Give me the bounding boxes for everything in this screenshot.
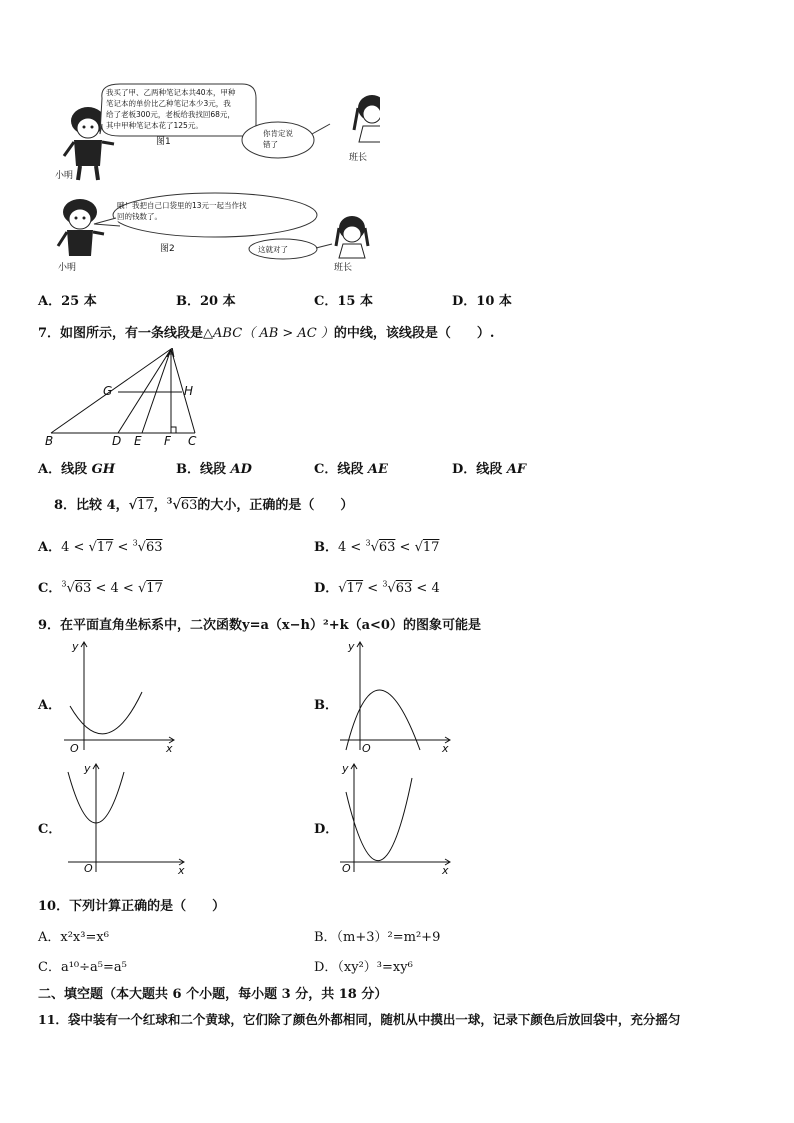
banzhang-label-1: 班长 xyxy=(349,153,368,163)
label-d: D xyxy=(112,434,122,448)
q7-option-c: C．线段 AE xyxy=(314,462,388,477)
q9-option-a-letter: A． xyxy=(38,698,62,713)
q6-option-d: D．10 本 xyxy=(452,294,512,309)
banzhang-figure-1 xyxy=(354,95,380,142)
svg-text:y: y xyxy=(84,762,91,775)
svg-text:x: x xyxy=(166,742,173,754)
label-g: G xyxy=(103,384,113,398)
svg-text:O: O xyxy=(342,862,351,875)
q9-graph-c xyxy=(62,758,186,878)
q10-stem: 10．下列计算正确的是（ ） xyxy=(38,899,226,914)
svg-text:y: y xyxy=(348,640,355,653)
q7-option-b: B．线段 AD xyxy=(176,462,252,477)
banzhang-figure-2 xyxy=(336,216,368,258)
label-h: H xyxy=(184,384,194,398)
speech-bubble-1: 我买了甲、乙两种笔记本共40本，甲种 笔记本的单价比乙种笔记本少3元，我 给了老板300元，老板给我找回68元， 其中甲种笔记本花了125元。 xyxy=(106,88,236,130)
q10-option-d: D．（xy²）³=xy⁶ xyxy=(314,960,413,975)
q10-option-c: C．a¹⁰÷a⁵=a⁵ xyxy=(38,960,127,975)
q9-option-d-letter: D． xyxy=(314,822,339,837)
q11-stem: 11．袋中装有一个红球和二个黄球，它们除了颜色外都相同，随机从中摸出一球，记录下颜色后放回袋中，充分摇匀 xyxy=(38,1012,681,1027)
svg-text:O: O xyxy=(84,862,93,875)
section-2-heading: 二、填空题（本大题共 6 个小题，每小题 3 分，共 18 分） xyxy=(38,987,388,1002)
q9-graph-b xyxy=(338,636,462,754)
q6-option-a: A．25 本 xyxy=(38,294,97,309)
q7-option-a: A．线段 GH xyxy=(38,462,116,477)
label-f: F xyxy=(164,434,171,448)
banzhang-label-2: 班长 xyxy=(334,263,353,273)
q7-option-d: D．线段 AF xyxy=(452,462,527,477)
svg-text:y: y xyxy=(342,762,349,775)
q10-option-b: B．（m+3）²=m²+9 xyxy=(314,930,441,945)
svg-text:O: O xyxy=(70,742,79,754)
q7-triangle-figure xyxy=(38,345,218,451)
q8-stem: 8．比较 4，√17，$^3$√63的大小，正确的是（ ） xyxy=(54,495,354,513)
reply-bubble-2: 这就对了 xyxy=(258,245,288,254)
label-a: A xyxy=(167,346,176,360)
svg-text:O: O xyxy=(362,742,371,754)
svg-text:x: x xyxy=(178,864,185,877)
q9-stem: 9．在平面直角坐标系中，二次函数y=a（x−h）²+k（a<0）的图象可能是 xyxy=(38,618,481,633)
q8-option-b: B．4 < $^3$√63 < √17 xyxy=(314,538,440,555)
svg-text:x: x xyxy=(442,864,449,877)
q7-stem: 7．如图所示，有一条线段是△ABC（ AB > AC ）的中线，该线段是（ ）. xyxy=(38,326,495,341)
q9-graph-d xyxy=(338,758,462,878)
svg-text:x: x xyxy=(442,742,449,754)
xiaoming-label-2: 小明 xyxy=(58,263,77,273)
q6-option-b: B．20 本 xyxy=(176,294,236,309)
q6-option-c: C．15 本 xyxy=(314,294,373,309)
q9-option-b-letter: B． xyxy=(314,698,338,713)
svg-text:y: y xyxy=(72,640,79,653)
label-b: B xyxy=(45,434,54,448)
reply-bubble-1: 你肯定说 错了 xyxy=(263,129,293,149)
figure-2-label: 图2 xyxy=(160,244,175,254)
q8-option-c: C．$^3$√63 < 4 < √17 xyxy=(38,579,163,596)
q9-graph-a xyxy=(62,636,186,754)
xiaoming-label-1: 小明 xyxy=(55,171,74,181)
figure-1-label: 图1 xyxy=(156,137,171,147)
q8-option-d: D．√17 < $^3$√63 < 4 xyxy=(314,579,440,596)
q8-option-a: A．4 < √17 < $^3$√63 xyxy=(38,538,163,555)
label-e: E xyxy=(134,434,142,448)
q10-option-a: A．x²x³=x⁶ xyxy=(38,930,109,945)
label-c: C xyxy=(188,434,197,448)
q9-option-c-letter: C． xyxy=(38,822,62,837)
speech-bubble-2: 哦！我把自己口袋里的13元一起当作找 回的钱数了。 xyxy=(117,201,247,221)
xiaoming-figure-2 xyxy=(58,199,104,256)
